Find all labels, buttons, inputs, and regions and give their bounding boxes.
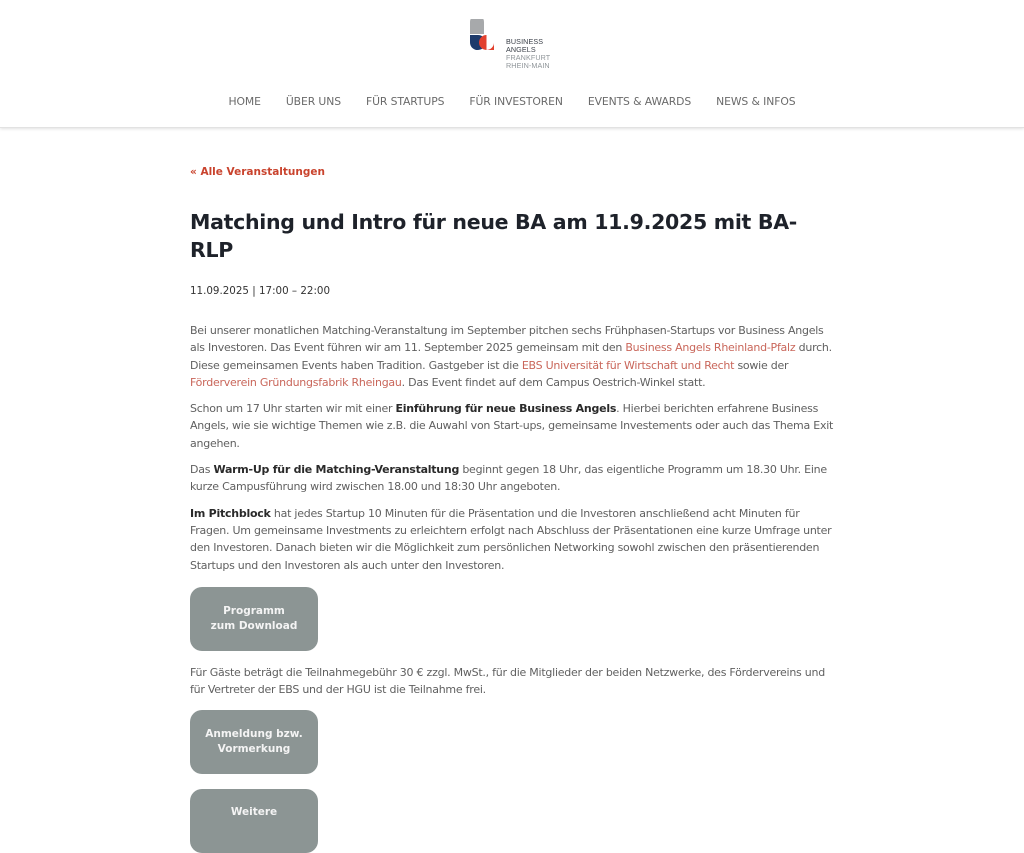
nav-item-fuer-investoren[interactable]: FÜR INVESTOREN [469,95,563,108]
button-label [211,604,298,634]
nav-item-events-awards[interactable]: EVENTS & AWARDS [587,95,692,108]
text: Das [190,463,214,477]
emphasis: Einführung für neue Business Angels [395,402,617,416]
registration-button[interactable] [190,710,318,774]
event-description-pitchblock [190,505,835,574]
logo-line-angels: ANGELS [506,45,536,54]
main-navigation [0,94,1024,112]
emphasis: Im Pitchblock [190,506,271,520]
site-header [0,0,1024,128]
label-line: Programm [223,604,285,617]
label-line: Anmeldung bzw. [205,728,303,741]
event-fee-info: Für Gäste beträgt die Teilnahmegebühr 30 € zzgl. MwSt., für die Mitglieder der beiden Netzwerke, des Fördervereins und für Vertreter der EBS und der HGU ist die Teilnahme frei. [190,665,825,697]
event-content [190,160,835,853]
logo-line-frankfurt: FRANKFURT [506,53,551,62]
link-ebs-universitaet[interactable]: EBS Universität für Wirtschaft und Recht [521,358,735,372]
label-line: Vormerkung [217,743,291,756]
text: hat jedes Startup 10 Minuten für die Präsentation und die Investoren anschließend acht Minuten für Fragen. Um gemeinsame Investments zu erleichtern erfolgt nach Abschluss der Präsentationen eine kurze Umfrage unter den Investoren. Danach bieten wir die Möglichkeit zum persönlichen Networking sowohl zwischen den präsentierenden Startups und den Investoren als auch unter den Investoren. [190,506,832,572]
text: . Das Event findet auf dem Campus Oestrich-Winkel statt. [401,375,706,389]
nav-item-home[interactable]: HOME [228,95,261,108]
button-label: Weitere [230,806,278,819]
button-label [205,727,303,757]
link-foerderverein-gruendungsfabrik[interactable]: Förderverein Gründungsfabrik Rheingau [190,375,402,389]
program-download-button[interactable] [190,587,318,651]
logo-home-link[interactable] [469,19,559,73]
logo-line-rhein-main: RHEIN-MAIN [506,61,550,70]
event-description-warmup [190,461,835,496]
nav-item-ueber-uns[interactable]: ÜBER UNS [285,95,341,108]
text: beginnt gegen 18 Uhr, das eigentliche Programm um 18.30 Uhr. Eine kurze Campusführung wird zwischen 18.00 und 18:30 Uhr angeboten. [190,463,827,494]
logo-wordmark [506,38,550,70]
emphasis: Warm-Up für die Matching-Veranstaltung [213,463,460,477]
text: Schon um 17 Uhr starten wir mit einer [190,402,396,416]
more-info-button[interactable] [190,789,318,853]
nav-item-fuer-startups[interactable]: FÜR STARTUPS [365,95,445,108]
text: . Hierbei berichten erfahrene Business Angels, wie sie wichtige Themen wie z.B. die Auwahl von Start-ups, gemeinsame Investements oder auch das Thema Exit angehen. [190,402,834,450]
event-title: Matching und Intro für neue BA am 11.9.2025 mit BA-RLP [190,210,797,262]
event-description-intro [190,322,835,391]
nav-item-news-infos[interactable]: NEWS & INFOS [716,95,796,108]
all-events-back-link[interactable]: « Alle Veranstaltungen [190,166,325,178]
logo-line-business: BUSINESS [506,37,544,46]
link-business-angels-rlp[interactable]: Business Angels Rheinland-Pfalz [625,341,796,355]
text: sowie der [734,358,789,372]
event-description-introduction [190,400,835,452]
text: Bei unserer monatlichen Matching-Veranstaltung im September pitchen sechs Frühphasen-Startups vor Business Angels als Investoren. Das Event führen wir am 11. September 2025 gemeinsam mit den [190,324,824,355]
business-angels-logo-icon [469,19,503,55]
text: durch. Diese gemeinsamen Events haben Tradition. Gastgeber ist die [190,341,832,372]
label-line: zum Download [210,619,298,632]
event-date-time: 11.09.2025 | 17:00 – 22:00 [190,285,331,297]
